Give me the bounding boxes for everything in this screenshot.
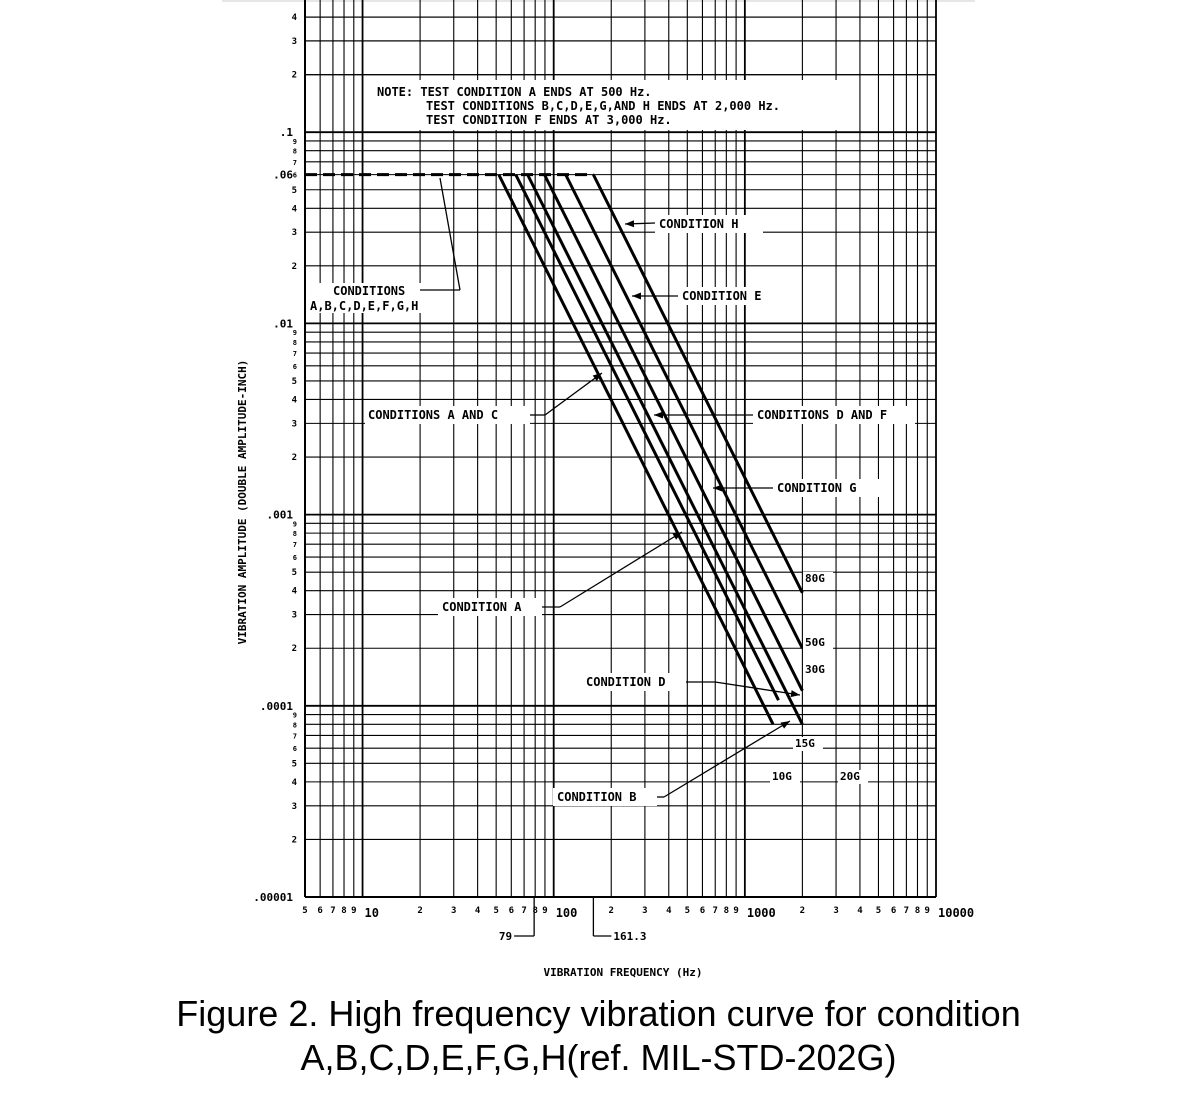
note-line2: TEST CONDITIONS B,C,D,E,G,AND H ENDS AT 2,000 Hz.: [426, 99, 781, 113]
x-tick-label: 6: [890, 906, 897, 916]
y-tick-labels: [253, 13, 297, 904]
y-tick-label: 4: [291, 395, 297, 406]
y-tick-label: 7: [292, 732, 297, 741]
series-line-80g: [593, 175, 802, 593]
condition-h-label: CONDITION H: [659, 217, 739, 231]
x-tick-label: 7: [521, 906, 527, 916]
x-tick-label: 5: [875, 906, 882, 916]
y-axis-label: VIBRATION AMPLITUDE (DOUBLE AMPLITUDE-INCH): [236, 359, 249, 645]
x-tick-label: 3: [451, 906, 457, 916]
y-tick-label: 5: [291, 376, 297, 387]
y-tick-label: 2: [291, 261, 297, 272]
y-tick-label: 9: [292, 711, 297, 720]
conditions-d-f-label: CONDITIONS D AND F: [757, 408, 888, 422]
chart-grid: [305, 0, 936, 897]
x-tick-label: 2: [799, 906, 806, 916]
x-tick-label: 8: [341, 906, 347, 916]
x-tick-label: 100: [555, 906, 578, 920]
y-tick-label: 6: [292, 171, 297, 180]
figure-caption-line1: Figure 2. High frequency vibration curve for condition: [176, 993, 1021, 1034]
x-tick-label: 5: [493, 906, 499, 916]
conditions-all-pointer: [440, 178, 460, 290]
condition-a-label: CONDITION A: [442, 600, 522, 614]
y-tick-label: 6: [292, 362, 297, 371]
conditions-d-f-arrow-head: [654, 412, 663, 419]
condition-a-arrow: [560, 532, 682, 607]
y-tick-label: .00001: [253, 891, 293, 904]
x-tick-label: 3: [833, 906, 839, 916]
y-tick-label: 2: [291, 70, 297, 81]
y-tick-label: 3: [291, 610, 297, 621]
condition-e-label: CONDITION E: [682, 289, 762, 303]
y-tick-label: 6: [292, 554, 297, 563]
x-tick-label: 5: [684, 906, 691, 916]
x-tick-labels: [302, 897, 974, 943]
note-line1: NOTE: TEST CONDITION A ENDS AT 500 Hz.: [377, 85, 652, 99]
x-tick-label: 2: [608, 906, 614, 916]
x-tick-label: 8: [532, 906, 538, 916]
condition-e-arrow-head: [632, 293, 641, 300]
reference-mark-label: 161.3: [613, 930, 647, 943]
condition-b-label: CONDITION B: [557, 790, 637, 804]
y-tick-label: .0001: [259, 699, 293, 713]
note-line3: TEST CONDITION F ENDS AT 3,000 Hz.: [426, 113, 672, 127]
y-tick-label: 4: [291, 777, 297, 788]
x-tick-label: 9: [924, 906, 930, 916]
y-tick-label: 9: [292, 520, 297, 529]
y-tick-label: .01: [273, 317, 293, 331]
series-line-30g: [544, 175, 802, 691]
y-tick-label: 9: [292, 137, 297, 146]
y-tick-label: 8: [292, 721, 297, 730]
y-tick-label: .1: [279, 126, 293, 140]
x-tick-label: 10: [364, 906, 379, 920]
figure-caption-line2: A,B,C,D,E,F,G,H(ref. MIL-STD-202G): [300, 1037, 897, 1078]
x-tick-label: 7: [712, 906, 718, 916]
y-tick-label: 7: [292, 350, 297, 359]
x-tick-label: 9: [733, 906, 739, 916]
y-tick-label: .06: [273, 168, 293, 182]
conditions-a-c-label: CONDITIONS A AND C: [368, 408, 499, 422]
x-axis-label: VIBRATION FREQUENCY (Hz): [543, 966, 703, 979]
x-tick-label: 6: [508, 906, 514, 916]
condition-b-arrow: [664, 721, 790, 797]
x-tick-label: 1000: [746, 906, 776, 920]
y-tick-label: 3: [291, 228, 297, 239]
y-tick-label: 4: [291, 13, 297, 24]
x-tick-label: 6: [699, 906, 706, 916]
y-tick-label: 3: [291, 801, 297, 812]
x-tick-label: 3: [642, 906, 648, 916]
condition-g-label: CONDITION G: [777, 481, 857, 495]
series-line-20g: [528, 175, 803, 725]
g-label-80g: 80G: [805, 572, 825, 585]
y-tick-label: 7: [292, 541, 297, 550]
y-tick-label: 9: [292, 329, 297, 338]
g-label-10g: 10G: [772, 770, 792, 783]
g-label-50g: 50G: [805, 636, 825, 649]
x-tick-label: 5: [302, 906, 308, 916]
x-tick-label: 4: [474, 906, 481, 916]
condition-h-arrow-head: [625, 220, 634, 227]
y-tick-label: 3: [291, 36, 297, 47]
x-tick-label: 8: [914, 906, 921, 916]
x-tick-label: 9: [351, 906, 357, 916]
x-tick-label: 4: [857, 906, 863, 916]
y-tick-label: 8: [292, 530, 297, 539]
x-tick-label: 7: [903, 906, 910, 916]
x-tick-label: 9: [542, 906, 548, 916]
conditions-all-label-line1: CONDITIONS: [333, 284, 406, 298]
conditions-all-label-line2: A,B,C,D,E,F,G,H: [310, 299, 419, 313]
y-tick-label: .001: [266, 508, 293, 522]
x-tick-label: 6: [317, 906, 323, 916]
condition-g-arrow-head: [713, 485, 722, 492]
x-tick-label: 10000: [938, 906, 975, 920]
y-tick-label: 6: [292, 745, 297, 754]
reference-mark-label: 79: [498, 930, 513, 943]
series-line-15g: [516, 175, 779, 701]
x-tick-label: 4: [666, 906, 672, 916]
y-tick-label: 4: [291, 586, 297, 597]
y-tick-label: 8: [292, 147, 297, 156]
y-tick-label: 3: [291, 419, 297, 430]
g-label-20g: 20G: [840, 770, 860, 783]
x-tick-label: 8: [723, 906, 730, 916]
y-tick-label: 2: [291, 453, 297, 464]
y-tick-label: 2: [291, 835, 297, 846]
x-tick-label: 2: [417, 906, 423, 916]
y-tick-label: 5: [291, 185, 297, 196]
g-label-15g: 15G: [795, 737, 815, 750]
y-tick-label: 2: [291, 644, 297, 655]
g-label-30g: 30G: [805, 663, 825, 676]
condition-d-label: CONDITION D: [586, 675, 666, 689]
condition-d-arrow-head: [791, 690, 800, 697]
y-tick-label: 7: [292, 158, 297, 167]
y-tick-label: 4: [291, 204, 297, 215]
y-tick-label: 5: [291, 759, 297, 770]
x-tick-label: 7: [330, 906, 336, 916]
y-tick-label: 8: [292, 338, 297, 347]
y-tick-label: 5: [291, 568, 297, 579]
